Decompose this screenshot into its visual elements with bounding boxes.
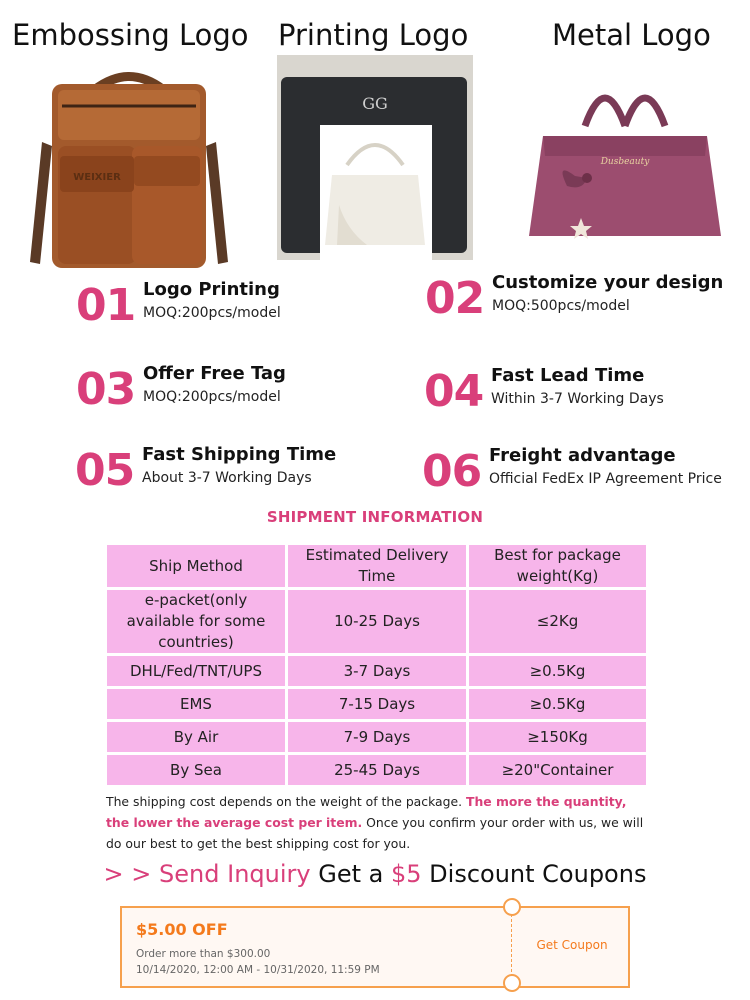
table-cell: EMS (106, 688, 287, 721)
table-cell: ≥20"Container (468, 754, 648, 787)
shipping-cost-note (106, 791, 646, 854)
coupon-notch (503, 974, 521, 992)
table-header-cell: Best for package weight(Kg) (468, 544, 648, 589)
table-cell: 3-7 Days (287, 655, 468, 688)
feature-title-freight: Freight advantage (489, 445, 676, 466)
feature-sub-lead-time: Within 3-7 Working Days (491, 391, 664, 407)
tag-monogram-text: GG (362, 94, 388, 113)
feature-number-06: 06 (422, 446, 482, 497)
feature-number-05: 05 (75, 445, 135, 496)
embossing-logo-title: Embossing Logo (12, 18, 249, 52)
get-coupon-button[interactable]: Get Coupon (536, 938, 608, 952)
coupon-validity: 10/14/2020, 12:00 AM - 10/31/2020, 11:59 PM (136, 964, 380, 976)
note-highlight: The more the quantity, the lower the average cost per item. (106, 794, 627, 830)
coupon-condition: Order more than $300.00 (136, 948, 271, 960)
discount-coupon (120, 906, 630, 988)
shipment-heading: SHIPMENT INFORMATION (266, 508, 484, 526)
coupon-notch (503, 898, 521, 916)
table-header-row (106, 544, 648, 589)
inquiry-text: Get a (318, 860, 384, 888)
printed-tag-image (277, 55, 473, 260)
table-row (106, 589, 648, 655)
table-cell: ≥0.5Kg (468, 688, 648, 721)
shipment-table (104, 542, 649, 788)
coupon-amount: $5.00 OFF (136, 920, 228, 939)
feature-number-04: 04 (424, 366, 484, 417)
table-cell: 10-25 Days (287, 589, 468, 655)
feature-sub-freight: Official FedEx IP Agreement Price (489, 471, 722, 487)
table-cell: 7-9 Days (287, 721, 468, 754)
inquiry-line (0, 860, 750, 888)
feature-number-03: 03 (76, 364, 136, 415)
printing-logo-title: Printing Logo (278, 18, 469, 52)
table-header-cell: Ship Method (106, 544, 287, 589)
send-inquiry-link[interactable]: Send Inquiry (159, 860, 311, 888)
table-cell: By Sea (106, 754, 287, 787)
table-cell: ≤2Kg (468, 589, 648, 655)
table-cell: ≥0.5Kg (468, 655, 648, 688)
feature-number-02: 02 (425, 273, 485, 324)
inquiry-text: Discount Coupons (429, 860, 647, 888)
table-cell: 25-45 Days (287, 754, 468, 787)
table-cell: 7-15 Days (287, 688, 468, 721)
metal-logo-title: Metal Logo (552, 18, 711, 52)
table-cell: DHL/Fed/TNT/UPS (106, 655, 287, 688)
table-header-cell: Estimated Delivery Time (287, 544, 468, 589)
feature-number-01: 01 (76, 280, 136, 331)
table-row (106, 655, 648, 688)
note-text: Once you confirm your order with us, we will do our best to get the best shipping cost for you. (106, 815, 644, 851)
feature-sub-shipping-time: About 3-7 Working Days (142, 470, 312, 486)
table-cell: By Air (106, 721, 287, 754)
feature-title-lead-time: Fast Lead Time (491, 365, 645, 386)
table-row (106, 688, 648, 721)
table-cell: ≥150Kg (468, 721, 648, 754)
feature-title-customize: Customize your design (492, 272, 724, 293)
feature-title-free-tag: Offer Free Tag (143, 363, 286, 384)
feature-title-logo-printing: Logo Printing (143, 279, 280, 300)
feature-sub-logo-printing: MOQ:200pcs/model (143, 305, 281, 321)
coupon-divider (511, 914, 512, 982)
embossed-bag-image (22, 62, 236, 272)
metal-logo-bag-image (525, 66, 725, 262)
feature-title-shipping-time: Fast Shipping Time (142, 444, 337, 465)
note-text: The shipping cost depends on the weight of the package. (106, 794, 463, 809)
table-row (106, 754, 648, 787)
table-cell: e-packet(only available for some countries) (106, 589, 287, 655)
embossed-brand-text: WEIXIER (73, 172, 121, 183)
metal-script-text: Dusbeauty (600, 157, 650, 167)
feature-sub-customize: MOQ:500pcs/model (492, 298, 630, 314)
inquiry-amount: $5 (390, 860, 422, 888)
feature-sub-free-tag: MOQ:200pcs/model (143, 389, 281, 405)
inquiry-arrows: > > (103, 860, 152, 888)
table-row (106, 721, 648, 754)
